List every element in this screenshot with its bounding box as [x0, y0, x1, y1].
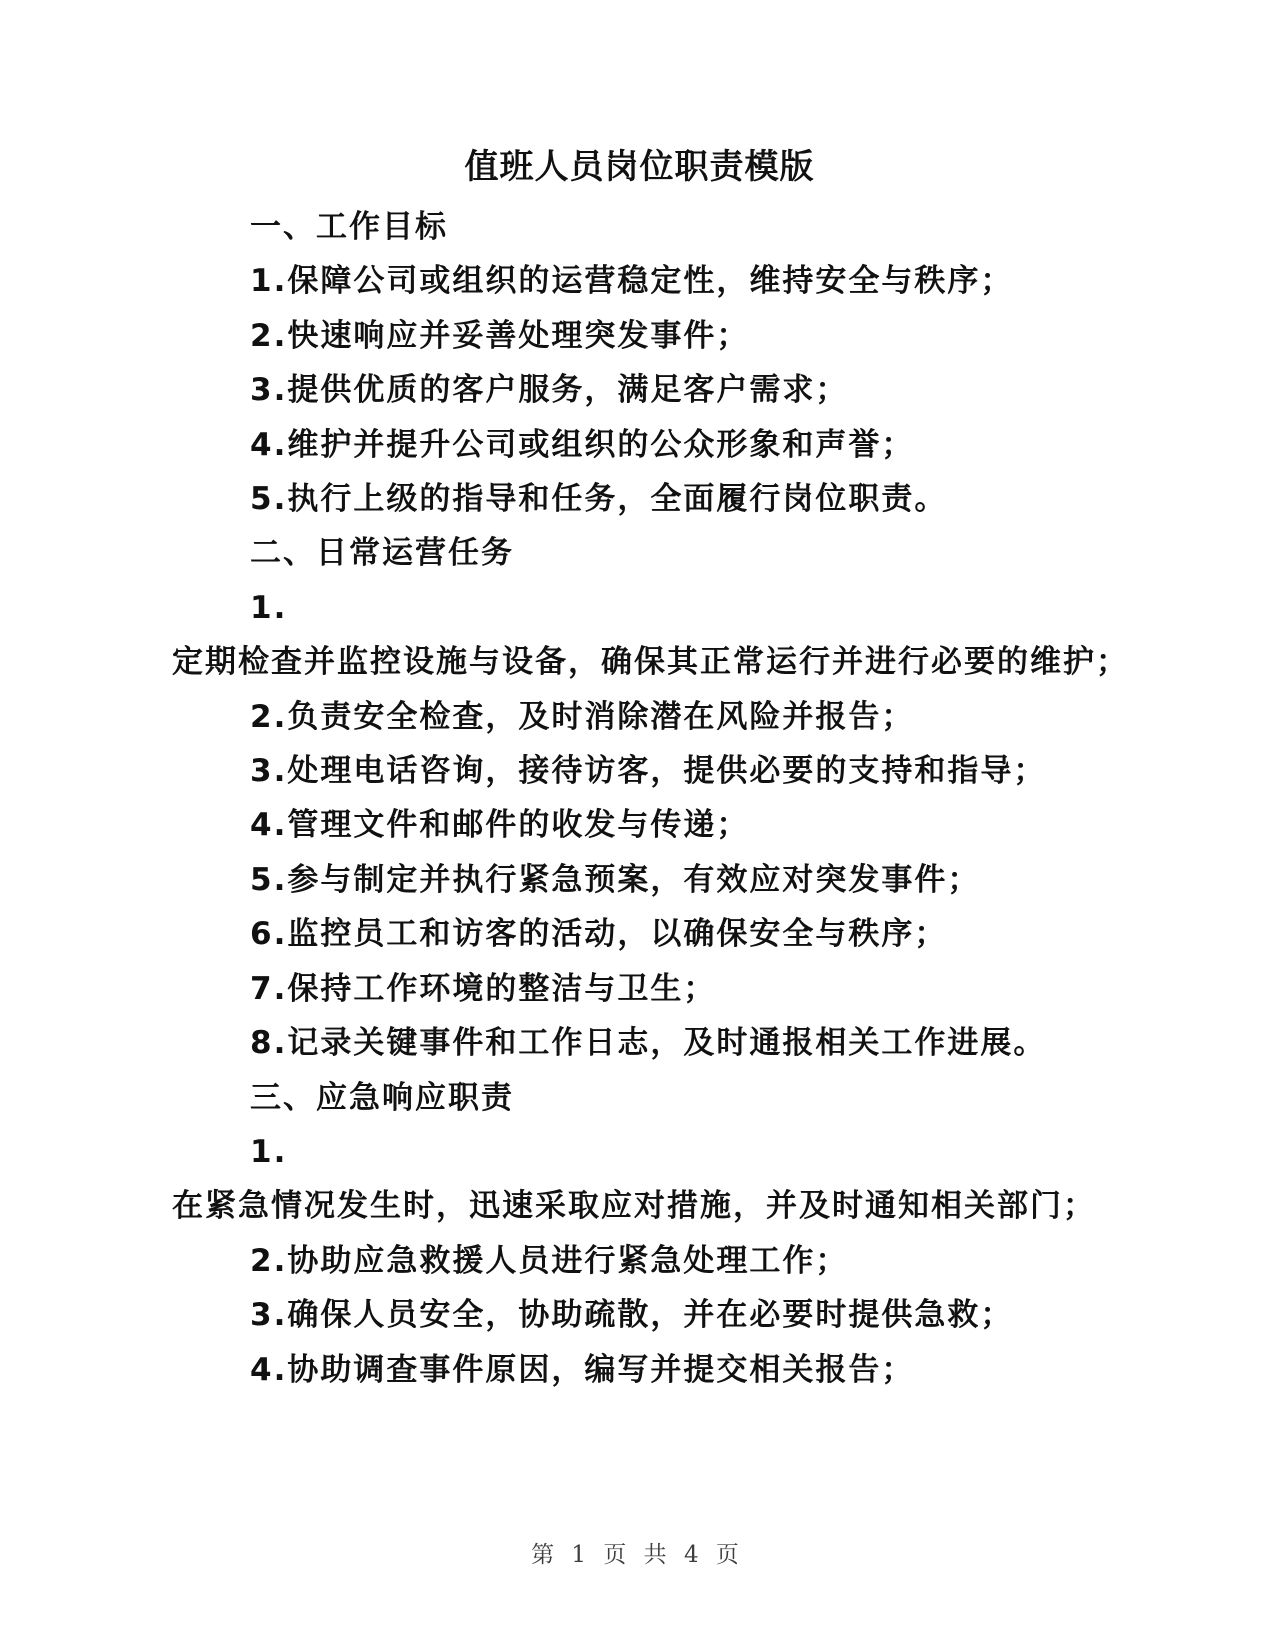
- list-item: [172, 309, 1235, 363]
- list-item-text: 协助调查事件原因，编写并提交相关报告；: [287, 1351, 915, 1388]
- list-item: [172, 1234, 1235, 1288]
- list-item: [172, 798, 1235, 852]
- list-item-text: 维护并提升公司或组织的公众形象和声誉；: [287, 426, 915, 463]
- list-item-number: 5.: [250, 481, 288, 518]
- list-item: [172, 744, 1235, 798]
- page-number-label: 第 1 页 共 4 页: [531, 1542, 744, 1568]
- section-heading-1: [172, 200, 1235, 254]
- list-item-text: 执行上级的指导和任务，全面履行岗位职责。: [287, 481, 948, 518]
- list-item: [172, 581, 1235, 635]
- body-paragraph: [172, 1179, 1235, 1233]
- list-item-text: 协助应急救援人员进行紧急处理工作；: [287, 1242, 849, 1279]
- list-item-number: 4.: [250, 807, 288, 844]
- list-item-number: 5.: [250, 861, 288, 898]
- list-item-text: 参与制定并执行紧急预案，有效应对突发事件；: [287, 861, 981, 898]
- list-item-number: 4.: [250, 1351, 288, 1388]
- list-item-number: 6.: [250, 916, 288, 953]
- list-item-text: 确保人员安全，协助疏散，并在必要时提供急救；: [287, 1297, 1014, 1334]
- section-heading-2: [172, 526, 1235, 580]
- list-item-number: 4.: [250, 426, 288, 463]
- list-item: [172, 254, 1235, 308]
- list-item-number: 1.: [250, 1133, 288, 1170]
- list-item-text: 负责安全检查，及时消除潜在风险并报告；: [287, 698, 915, 735]
- list-item-number: 7.: [250, 970, 288, 1007]
- page-title: 值班人员岗位职责模版: [464, 147, 815, 187]
- body-paragraph-text: 在紧急情况发生时，迅速采取应对措施，并及时通知相关部门；: [172, 1188, 1096, 1225]
- section-heading-text: 三、应急响应职责: [250, 1079, 514, 1116]
- page-footer: [0, 1536, 1275, 1569]
- list-item-text: 保障公司或组织的运营稳定性，维持安全与秩序；: [287, 263, 1014, 300]
- list-item-number: 8.: [250, 1025, 288, 1062]
- list-item-text: 提供优质的客户服务，满足客户需求；: [287, 372, 849, 409]
- list-item-number: 1.: [250, 263, 288, 300]
- section-heading-text: 二、日常运营任务: [250, 535, 514, 572]
- list-item: [172, 853, 1235, 907]
- section-heading-3: [172, 1071, 1235, 1125]
- body-paragraph: [172, 635, 1235, 689]
- list-item: [172, 690, 1235, 744]
- list-item-number: 2.: [250, 317, 288, 354]
- list-item: [172, 1016, 1235, 1070]
- list-item-text: 保持工作环境的整洁与卫生；: [287, 970, 717, 1007]
- body-paragraph-text: 定期检查并监控设施与设备，确保其正常运行并进行必要的维护；: [172, 644, 1129, 681]
- list-item-number: 2.: [250, 698, 288, 735]
- list-item-number: 3.: [250, 1297, 288, 1334]
- list-item: [172, 907, 1235, 961]
- list-item-text: 记录关键事件和工作日志，及时通报相关工作进展。: [287, 1025, 1047, 1062]
- list-item-number: 2.: [250, 1242, 288, 1279]
- list-item: [172, 1343, 1235, 1397]
- list-item-text: 监控员工和访客的活动，以确保安全与秩序；: [287, 916, 948, 953]
- list-item-text: 处理电话咨询，接待访客，提供必要的支持和指导；: [287, 753, 1047, 790]
- list-item: [172, 1125, 1235, 1179]
- section-heading-text: 一、工作目标: [250, 209, 448, 245]
- list-item-text: 快速响应并妥善处理突发事件；: [287, 317, 750, 354]
- list-item: [172, 962, 1235, 1016]
- list-item-text: 管理文件和邮件的收发与传递；: [287, 807, 750, 844]
- list-item-number: 3.: [250, 372, 288, 409]
- list-item: [172, 1288, 1235, 1342]
- list-item-number: 3.: [250, 753, 288, 790]
- list-item: [172, 418, 1235, 472]
- list-item: [172, 472, 1235, 526]
- list-item-number: 1.: [250, 589, 288, 626]
- list-item: [172, 363, 1235, 417]
